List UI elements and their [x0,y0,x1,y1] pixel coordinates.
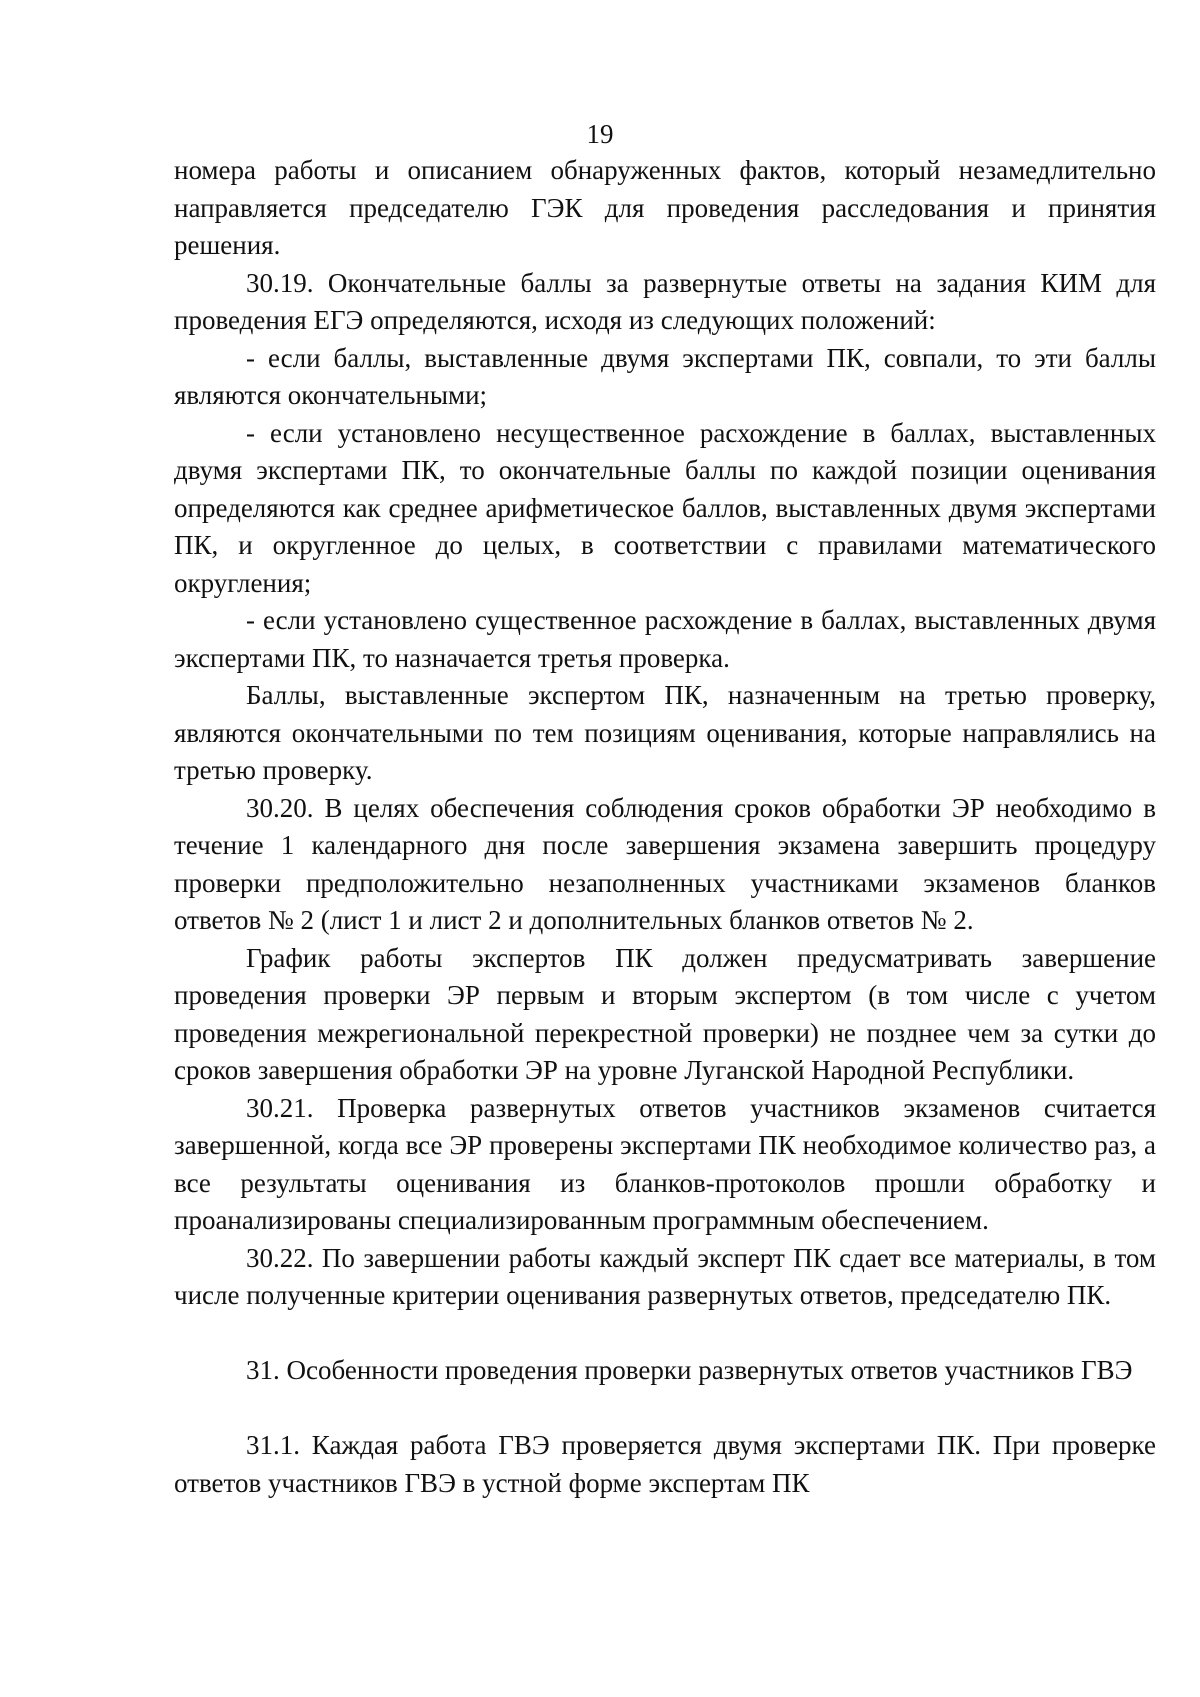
paragraph-30-19: 30.19. Окончательные баллы за развернутые ответы на задания КИМ для проведения ЕГЭ определяются, исходя из следующих положений: [174,267,1156,335]
section-heading-31: 31. Особенности проведения проверки развернутых ответов участников ГВЭ [246,1355,1133,1385]
section-spacer [174,1390,1156,1428]
paragraph-continuation: номера работы и описанием обнаруженных фактов, который незамедлительно направляется председателю ГЭК для проведения расследования и принятия решения. [174,155,1156,260]
section-spacer [174,1315,1156,1353]
paragraph-third-check: Баллы, выставленные экспертом ПК, назначенным на третью проверку, являются окончательными по тем позициям оценивания, которые направлялись на третью проверку. [174,680,1156,785]
list-item-major-discrepancy: - если установлено существенное расхождение в баллах, выставленных двумя экспертами ПК, то назначается третья проверка. [174,605,1156,673]
paragraph-30-21: 30.21. Проверка развернутых ответов участников экзаменов считается завершенной, когда все ЭР проверены экспертами ПК необходимое количество раз, а все результаты оценивания из бланков-протоколов прошли обработку и проанализированы специализированным программным обеспечением. [174,1092,1156,1235]
document-body [174,152,1156,1502]
paragraph-30-20: 30.20. В целях обеспечения соблюдения сроков обработки ЭР необходимо в течение 1 календарного дня после завершения экзамена завершить процедуру проверки предположительно незаполненных участниками экзаменов бланков ответов № 2 (лист 1 и лист 2 и дополнительных бланков ответов № 2. [174,792,1156,935]
page-number: 19 [586,119,614,149]
paragraph-31-1: 31.1. Каждая работа ГВЭ проверяется двумя экспертами ПК. При проверке ответов участников ГВЭ в устной форме экспертам ПК [174,1430,1156,1498]
list-item-minor-discrepancy: - если установлено несущественное расхождение в баллах, выставленных двумя экспертами ПК, то окончательные баллы по каждой позиции оценивания определяются как среднее арифметическое баллов, выставленных двумя экспертами ПК, и округленное до целых, в соответствии с правилами математического округления; [174,417,1156,598]
paragraph-expert-schedule: График работы экспертов ПК должен предусматривать завершение проведения проверки ЭР первым и вторым экспертом (в том числе с учетом проведения межрегиональной перекрестной проверки) не позднее чем за сутки до сроков завершения обработки ЭР на уровне Луганской Народной Республики. [174,942,1156,1085]
list-item-scores-match: - если баллы, выставленные двумя экспертами ПК, совпали, то эти баллы являются окончательными; [174,342,1156,410]
paragraph-30-22: 30.22. По завершении работы каждый эксперт ПК сдает все материалы, в том числе полученные критерии оценивания развернутых ответов, председателю ПК. [174,1242,1156,1310]
